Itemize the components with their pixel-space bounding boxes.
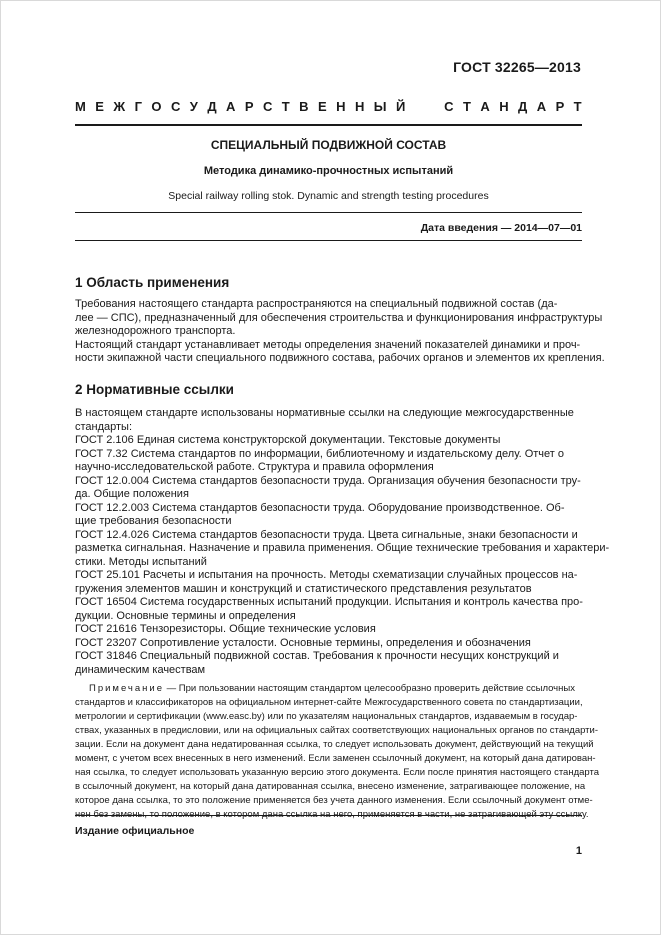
banner-letter: Д [207,99,217,114]
banner-letter: Г [134,99,142,114]
text-line: Требования настоящего стандарта распространяются на специальный подвижной состав (да- [75,298,558,310]
banner-letter: С [444,99,454,114]
note-label: Примечание [89,683,164,694]
note-first-line [75,682,582,696]
banner-letter: Т [281,99,290,114]
banner-letter: У [189,99,198,114]
document-title: СПЕЦИАЛЬНЫЙ ПОДВИЖНОЙ СОСТАВ [210,138,447,152]
text-line: ГОСТ 2.106 Единая система конструкторской документации. Текстовые документы [75,434,501,446]
text-line: В настоящем стандарте использованы нормативные ссылки на следующие межгосударственные [75,407,574,419]
note-line: нен без замены, то положение, в котором дана ссылка на него, применяется в части, не затрагивающей эту ссылку. [75,809,589,820]
text-line: ГОСТ 25.101 Расчеты и испытания на прочность. Методы схематизации случайных процессов на- [75,569,578,581]
section-1-body [75,298,605,366]
banner-letter: Ж [113,99,126,114]
note-line: ная ссылка, то следует использовать указанную версию этого документа. Если после принятия настоящего стандарта [75,767,600,778]
note-line: ствах, указанных в предисловии, или на официальных сайтах соответствующих национальных органов по стандарти- [75,725,599,736]
section-2-heading: 2 Нормативные ссылки [75,382,234,397]
standard-type-banner [75,99,582,114]
banner-letter: Н [336,99,346,114]
banner-letter: О [151,99,162,114]
text-line: ГОСТ 12.0.004 Система стандартов безопасности труда. Организация обучения безопасности тру- [75,474,581,487]
banner-letter: Ы [373,99,387,114]
edition-label: Издание официальное [75,825,195,837]
document-subtitle: Методика динамико-прочностных испытаний [203,165,454,177]
text-line: ГОСТ 31846 Специальный подвижной состав. Требования к прочности несущих конструкций и [75,650,559,662]
text-line: ГОСТ 12.4.026 Система стандартов безопасности труда. Цвета сигнальные, знаки безопасности и [75,528,578,541]
note-line: стандартов и классификаторов на официальном интернет-сайте Межгосударственного совета по стандартизации, [75,697,583,708]
banner-letter: Р [555,99,565,114]
banner-letter: Н [354,99,365,114]
banner-letter: А [226,99,236,114]
banner-letter: А [536,99,547,114]
text-line: лее — СПС), предназначенный для обеспечения строительства и функционирования инфраструктуры [75,311,603,324]
text-line: гружения элементов машин и конструкций и статистического представления результатов [75,582,532,595]
text-line: ности экипажной части специального подвижного состава, рабочих органов и элементов их крепления. [75,352,605,364]
banner-letter: Р [244,99,254,114]
banner-letter: Е [95,99,104,114]
text-line: ГОСТ 12.2.003 Система стандартов безопасности труда. Оборудование производственное. Об- [75,501,565,514]
document-number: ГОСТ 32265—2013 [453,59,581,75]
document-english-title: Special railway rolling stok. Dynamic and strength testing procedures [168,190,489,202]
banner-letter: Й [395,99,406,114]
banner-letter: С [170,99,181,114]
text-line: дукции. Основные термины и определения [75,609,296,622]
top-divider [75,124,582,126]
date-divider [75,240,582,241]
text-line: научно-исследовательской работе. Структура и правила оформления [75,461,434,473]
banner-letter: Е [318,99,327,114]
banner-letter: В [299,99,309,114]
text-line: железнодорожного транспорта. [75,325,236,337]
text-line: ГОСТ 23207 Сопротивление усталости. Основные термины, определения и обозначения [75,636,531,649]
text-line: ГОСТ 7.32 Система стандартов по информации, библиотечному и издательскому делу. Отчет о [75,447,565,460]
banner-letter: Т [462,99,471,114]
title-divider [75,212,582,213]
text-line: ГОСТ 16504 Система государственных испытаний продукции. Испытания и контроль качества про- [75,596,583,608]
note-text: — При пользовании настоящим стандартом целесообразно проверить действие ссылочных [166,683,575,694]
text-line: щие требования безопасности [75,515,232,527]
text-line: стандарты: [75,420,133,433]
section-2-body [75,407,610,677]
banner-letter: Т [573,99,582,114]
note-line: метрологии и сертификации (www.easc.by) или по указателям национальных стандартов, издаваемым в государ- [75,711,578,722]
page-number: 1 [575,845,582,857]
note-block [75,682,600,822]
section-1-heading: 1 Область применения [75,275,230,290]
note-line: в ссылочный документ, на который дана датированная ссылка, внесено изменение, затрагивающее положение, на [75,781,586,792]
footer-divider [75,815,582,816]
text-line: Настоящий стандарт устанавливает методы определения значений показателей динамики и проч- [75,338,581,351]
banner-letter: М [75,99,86,114]
note-line: момент, с учетом всех внесенных в него изменений. Если заменен ссылочный документ, на который дана датирован- [75,753,596,764]
banner-letter: С [262,99,273,114]
text-line: ГОСТ 21616 Тензорезисторы. Общие технические условия [75,623,376,635]
banner-letter: А [480,99,490,114]
introduction-date: Дата введения — 2014—07—01 [420,222,582,234]
text-line: да. Общие положения [75,488,189,500]
banner-letter: Н [499,99,509,114]
text-line: стики. Методы испытаний [75,555,207,568]
note-line: которое дана ссылка, то это положение применяется без учета данного изменения. Если ссылочный документ отме- [75,795,593,806]
text-line: динамическим качествам [75,663,206,676]
banner-letter: Д [518,99,528,114]
note-line: зации. Если на документ дана недатированная ссылка, то следует использовать документ, действующий на текущий [75,739,594,750]
text-line: разметка сигнальная. Назначение и правила применения. Общие технические требования и характери- [75,542,610,554]
